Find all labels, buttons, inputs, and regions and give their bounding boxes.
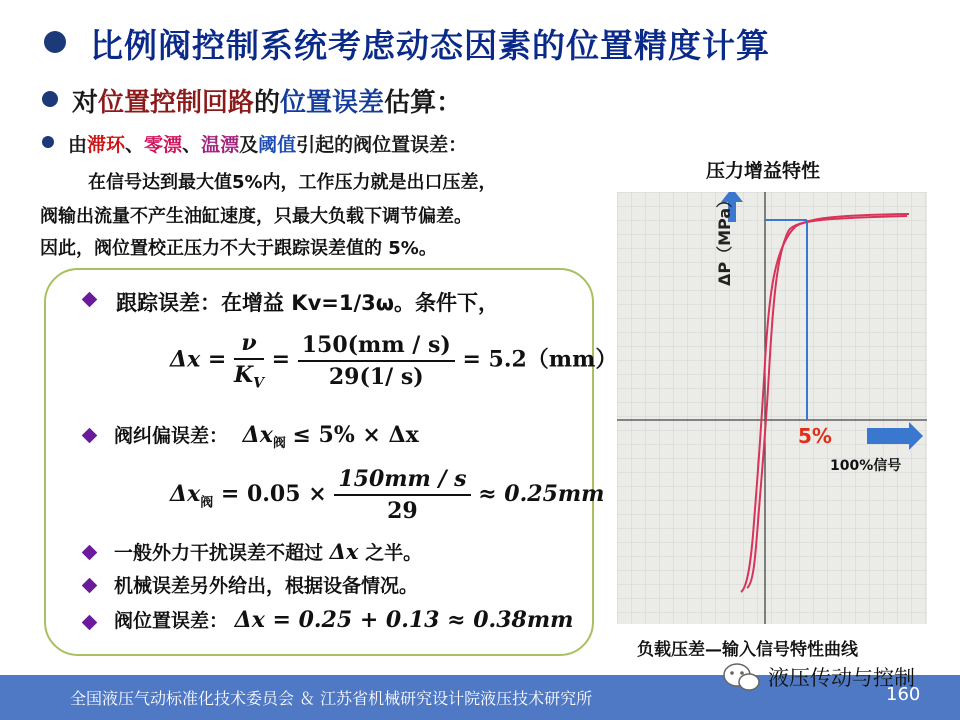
- external-disturbance-var: Δx: [329, 539, 359, 564]
- pressure-gain-chart: [617, 192, 927, 624]
- eq1-f2-numerator: 150(mm / s): [298, 332, 455, 362]
- chart-title: 压力增益特性: [706, 160, 821, 182]
- paragraph-line-3: 因此，阀位置校正压力不大于跟踪误差值的 5%。: [40, 238, 437, 259]
- external-disturbance-item: [114, 538, 422, 565]
- mechanical-error-item: 机械误差另外给出，根据设备情况。: [114, 575, 419, 597]
- correction-error-item: [114, 421, 419, 451]
- error-source-line: [68, 130, 467, 157]
- watermark-text: 液压传动与控制: [768, 666, 915, 690]
- eq2-fraction: [334, 466, 470, 524]
- eq1-lhs: Δx: [170, 346, 201, 373]
- eq2-lhs-sub: 阀: [200, 495, 214, 511]
- page-title: 比例阀控制系统考虑动态因素的位置精度计算: [90, 26, 770, 65]
- text-hysteresis: 滞环: [87, 134, 126, 156]
- correction-error-sub: 阀: [272, 435, 286, 451]
- subtitle-suffix: 估算：: [384, 88, 463, 118]
- valve-position-error-item: [114, 606, 573, 633]
- eq1-fraction-2: [298, 332, 455, 390]
- eq1-f2-denominator: 29(1/ s): [328, 363, 424, 390]
- eq2-lhs: Δx: [170, 481, 201, 507]
- eq1-f1-denominator: K: [233, 362, 254, 388]
- subtitle-position-error: 位置误差: [280, 88, 385, 118]
- subtitle-bullet: [42, 91, 58, 107]
- eq1-f1-numerator: ν: [234, 330, 264, 360]
- separator: 、: [182, 134, 202, 156]
- correction-error-label: 阀纠偏误差：: [114, 425, 229, 447]
- bullet3-dot: [42, 136, 54, 148]
- tracking-error-equation: Δx = $\frac{\nu}{K_V}$ = $\frac{150(mm / s)}{29(1/ s)}$ = 5.2（mm）: [170, 330, 618, 392]
- chart-caption: 负载压差—输入信号特性曲线: [637, 640, 858, 660]
- paragraph-line-1: 在信号达到最大值5%内，工作压力就是出口压差，: [88, 172, 497, 193]
- correction-error-var: Δx: [242, 422, 273, 448]
- subtitle-mid: 的: [254, 88, 281, 118]
- footer-organizations: 全国液压气动标准化技术委员会 ＆ 江苏省机械研究设计院液压技术研究所: [70, 689, 593, 708]
- eq1-fraction-1: [234, 330, 264, 391]
- tracking-error-item: 跟踪误差：在增益 Kv=1/3ω。条件下，: [116, 291, 500, 315]
- wechat-icon: [722, 660, 762, 694]
- title-bullet: [44, 31, 66, 53]
- text-threshold: 阈值: [258, 134, 297, 156]
- text-and: 及: [239, 134, 259, 156]
- five-percent-label: 5%: [798, 424, 832, 448]
- eq1-rhs: = 5.2（mm）: [462, 346, 618, 373]
- subtitle-prefix: 对: [72, 88, 99, 118]
- valve-position-error-label: 阀位置误差：: [114, 610, 229, 632]
- valve-position-error-equation: Δx = 0.25 + 0.13 ≈ 0.38mm: [234, 607, 574, 633]
- paragraph-line-2: 阀输出流量不产生油缸速度，只最大负载下调节偏差。: [40, 206, 472, 227]
- subtitle-control-loop: 位置控制回路: [98, 88, 255, 118]
- external-disturbance-tail: 之半。: [365, 542, 423, 564]
- text-zero-drift: 零漂: [144, 134, 183, 156]
- page-number: 160: [886, 684, 921, 705]
- eq2-denominator: 29: [387, 498, 418, 524]
- eq1-f1-sub: V: [253, 375, 264, 392]
- subtitle: [72, 82, 462, 119]
- x-arrow-label: 100%信号: [830, 458, 902, 474]
- eq2-numerator: 150mm / s: [334, 466, 470, 496]
- correction-error-rhs: ≤ 5% × Δx: [292, 422, 419, 448]
- correction-error-equation: [170, 466, 604, 524]
- external-disturbance-text: 一般外力干扰误差不超过: [114, 542, 324, 564]
- eq2-rhs: ≈ 0.25mm: [478, 481, 605, 507]
- text-you: 由: [68, 134, 88, 156]
- separator: 、: [125, 134, 145, 156]
- y-axis-label: ΔP（MPa）: [715, 191, 734, 286]
- eq2-mid: = 0.05 ×: [220, 481, 327, 507]
- pressure-gain-chart-photo: [617, 192, 927, 624]
- text-valve-error: 引起的阀位置误差：: [296, 134, 468, 156]
- text-temp-drift: 温漂: [201, 134, 240, 156]
